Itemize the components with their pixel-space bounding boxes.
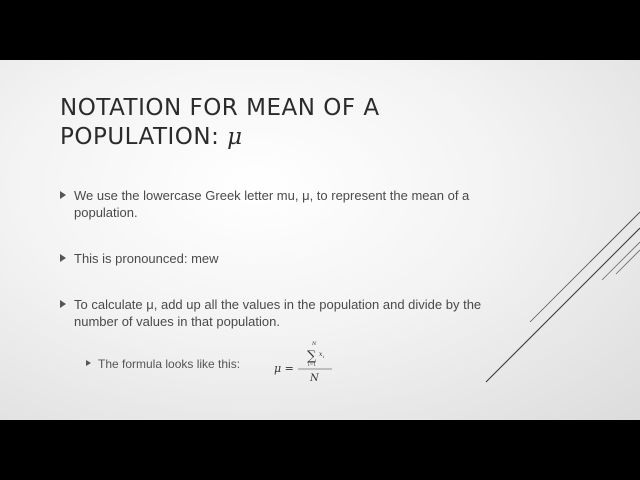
bullet-arrow-icon [60, 300, 66, 308]
bullet-2-text: This is pronounced: mew [74, 251, 219, 266]
bullet-2 [60, 250, 500, 267]
bullet-1-text: We use the lowercase Greek letter mu, μ, to represent the mean of a population. [74, 188, 470, 220]
formula-denominator: N [310, 373, 319, 384]
sub-bullet-arrow-icon [86, 360, 91, 366]
formula-lhs: μ = [274, 362, 294, 375]
slide-title [60, 94, 480, 152]
title-line-1: NOTATION FOR MEAN OF A [60, 95, 380, 121]
slide [0, 60, 640, 420]
bullet-arrow-icon [60, 254, 66, 262]
formula-sum-symbol: ∑ [307, 349, 317, 364]
decor-line-1 [486, 228, 640, 382]
bullet-1 [60, 187, 500, 221]
decor-line-3 [590, 212, 640, 262]
formula-term: x [319, 351, 323, 358]
formula-term-subscript: i [323, 354, 325, 359]
formula-lower-limit: i=1 [308, 363, 317, 368]
sub-bullet [86, 357, 240, 371]
formula-upper-limit: N [312, 341, 317, 347]
sub-bullet-text: The formula looks like this: [98, 357, 241, 371]
bullet-arrow-icon [60, 191, 66, 199]
decorative-lines [470, 60, 640, 420]
mean-formula [272, 338, 342, 388]
title-line-2-text: POPULATION: [60, 124, 228, 150]
title-mu-symbol: μ [227, 124, 243, 150]
bullet-3-text: To calculate μ, add up all the values in the population and divide by the number of values in that population. [74, 297, 482, 329]
title-line-2 [60, 123, 480, 152]
bullet-3 [60, 296, 500, 330]
